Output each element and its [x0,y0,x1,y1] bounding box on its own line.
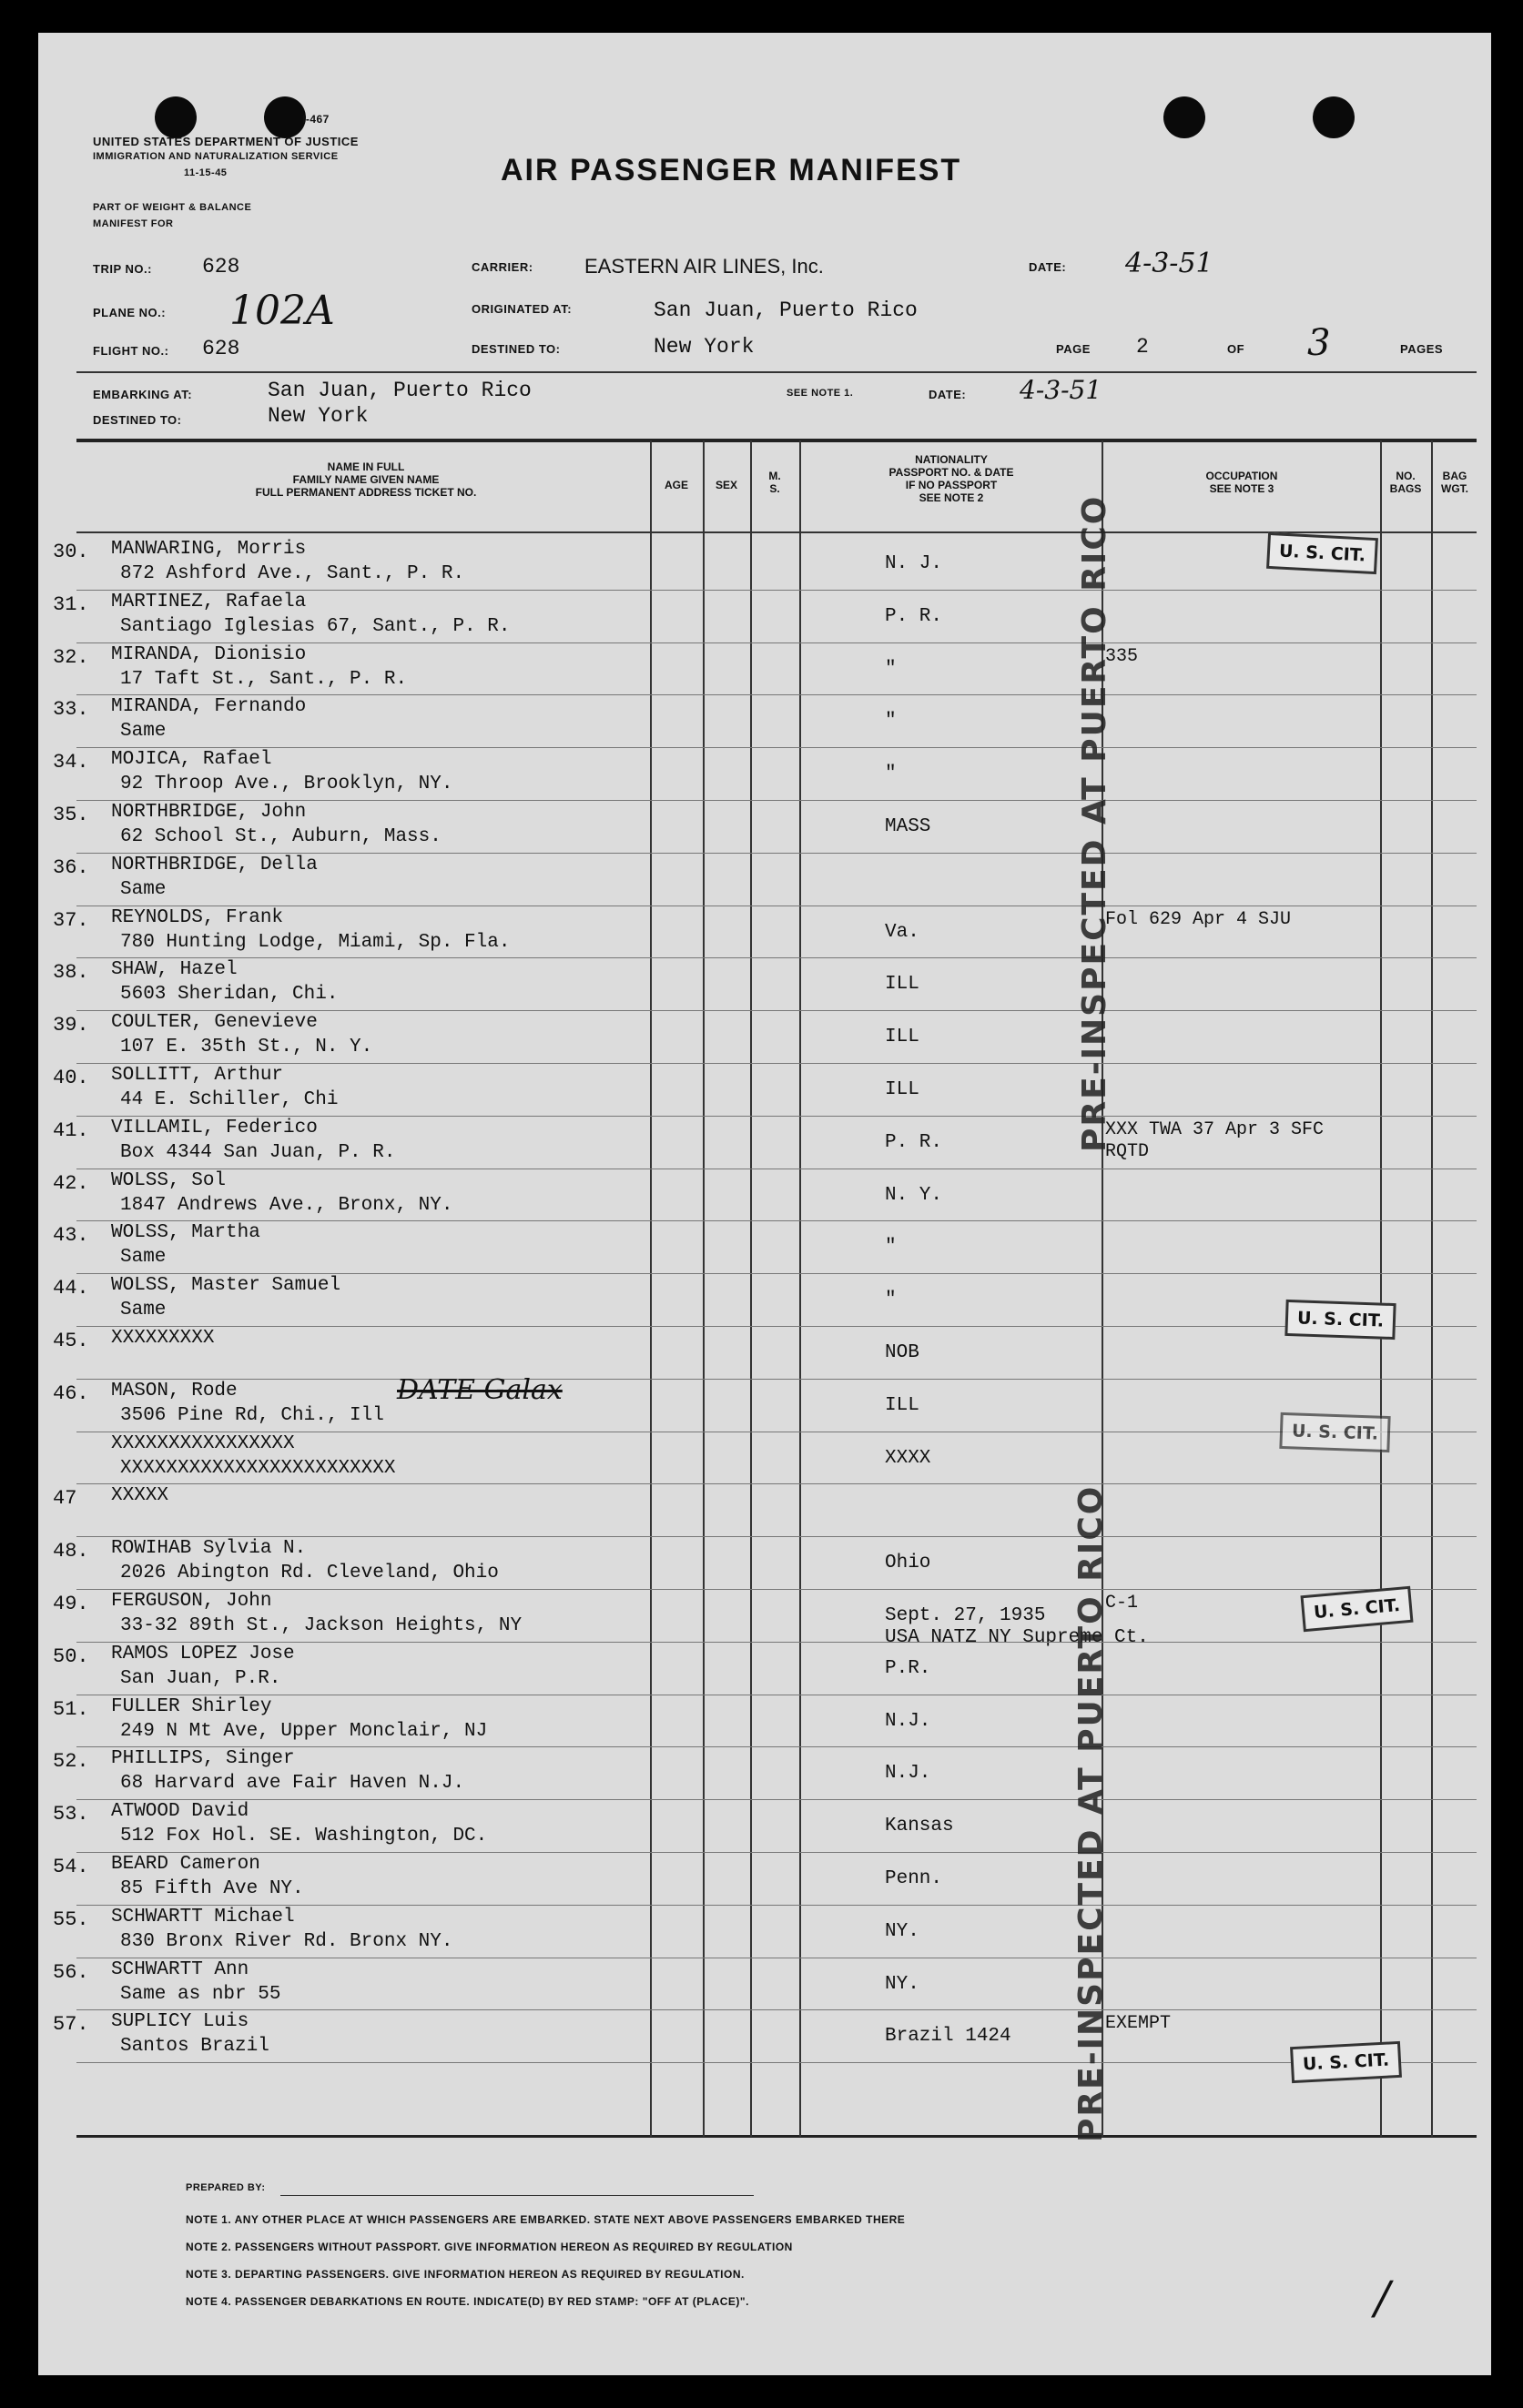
passenger-name: MIRANDA, Fernando [111,696,307,718]
passenger-address: 5603 Sheridan, Chi. [120,984,339,1006]
row-rule [76,1063,1477,1064]
passenger-name: SCHWARTT Michael [111,1906,295,1927]
date-label: DATE: [1029,260,1067,274]
passenger-address: 68 Harvard ave Fair Haven N.J. [120,1773,465,1795]
passenger-address: 44 E. Schiller, Chi [120,1089,339,1110]
passenger-address: 872 Ashford Ave., Sant., P. R. [120,563,465,584]
passenger-address: Box 4344 San Juan, P. R. [120,1141,396,1163]
passenger-occupation: EXEMPT [1105,2013,1172,2035]
passenger-nationality: ILL [885,1394,919,1416]
passenger-name: SHAW, Hazel [111,959,238,981]
row-rule [76,747,1477,748]
passenger-name: FERGUSON, John [111,1591,272,1612]
passenger-nationality: P. R. [885,1131,943,1153]
passenger-address: Same as nbr 55 [120,1983,281,2005]
row-number: 45. [53,1330,89,1352]
passenger-nationality: Ohio [885,1553,931,1574]
passenger-nationality: ILL [885,1027,919,1048]
passenger-address: Santos Brazil [120,2036,269,2058]
row-rule [76,694,1477,695]
destined-label: DESTINED TO: [472,342,561,356]
passenger-name: RAMOS LOPEZ Jose [111,1643,295,1664]
row-rule [76,1905,1477,1906]
row-rule [76,957,1477,958]
row-number: 40. [53,1067,89,1089]
date-value: 4-3-51 [1125,248,1213,279]
row-number: 46. [53,1381,89,1405]
passenger-occupation: 335 [1105,645,1139,667]
row-number: 32. [53,645,89,669]
passenger-name: ROWIHAB Sylvia N. [111,1538,307,1560]
row-rule [76,590,1477,591]
passenger-name: SOLLITT, Arthur [111,1065,284,1086]
passenger-nationality: NOB [885,1342,919,1363]
passenger-address: 512 Fox Hol. SE. Washington, DC. [120,1826,488,1847]
passenger-nationality: N.J. [885,1763,931,1785]
us-cit-stamp: U. S. CIT. [1279,1412,1390,1452]
passenger-address: 780 Hunting Lodge, Miami, Sp. Fla. [120,931,511,953]
row-rule [76,1116,1477,1117]
row-rule [76,2009,1477,2010]
col-header-bags: NO. BAGS [1389,470,1422,495]
table-header-rule [76,531,1477,533]
passenger-nationality: " [885,658,897,680]
passenger-name: WOLSS, Sol [111,1169,227,1191]
row-number: 43. [53,1224,89,1248]
row-rule [76,1326,1477,1327]
punch-hole-icon [155,96,197,138]
us-cit-stamp: U. S. CIT. [1284,1300,1396,1340]
passenger-nationality: Kansas [885,1816,954,1837]
passenger-nationality: N. J. [885,553,943,574]
row-number: 33. [53,698,89,722]
passenger-address: Same [120,878,167,900]
flight-value: 628 [202,337,240,360]
row-number: 55. [53,1907,89,1931]
page-value: 2 [1136,335,1149,359]
manifest-title: AIR PASSENGER MANIFEST [501,153,962,187]
agency-line2: IMMIGRATION AND NATURALIZATION SERVICE [93,151,339,162]
col-header-age: AGE [664,479,688,491]
row-rule [76,1589,1477,1590]
manifest-sheet [38,33,1491,2375]
destined2-value: New York [268,404,369,428]
passenger-address: 2026 Abington Rd. Cleveland, Ohio [120,1563,499,1584]
row-number: 56. [53,1960,89,1984]
row-number: 41. [53,1118,89,1142]
trip-label: TRIP NO.: [93,262,152,276]
passenger-nationality: ILL [885,974,919,996]
passenger-occupation: Fol 629 Apr 4 SJU [1105,908,1292,930]
passenger-address: 62 School St., Auburn, Mass. [120,826,442,847]
note-3: NOTE 3. DEPARTING PASSENGERS. GIVE INFORMATION HEREON AS REQUIRED BY REGULATION. [186,2268,745,2281]
passenger-nationality: " [885,711,897,733]
row-number: 57. [53,2013,89,2037]
row-rule [76,1273,1477,1274]
col-header-occupation: OCCUPATION SEE NOTE 3 [1205,470,1278,495]
us-cit-stamp: U. S. CIT. [1300,1586,1413,1632]
passenger-name: MOJICA, Rafael [111,749,272,771]
trip-value: 628 [202,255,240,278]
passenger-address: 17 Taft St., Sant., P. R. [120,668,408,690]
passenger-address: 1847 Andrews Ave., Bronx, NY. [120,1194,453,1216]
punch-hole-icon [1163,96,1205,138]
form-number: I-467 [302,113,330,126]
passenger-nationality: " [885,1290,897,1311]
passenger-name: NORTHBRIDGE, Della [111,854,318,875]
passenger-address: Same [120,721,167,743]
date2-value: 4-3-51 [1020,375,1102,405]
row-number: 54. [53,1856,89,1878]
part-of-line1: PART OF WEIGHT & BALANCE [93,202,252,213]
passenger-name: NORTHBRIDGE, John [111,802,307,823]
row-number: 52. [53,1750,89,1774]
table-top-rule [76,439,1477,442]
form-date: 11-15-45 [184,167,228,178]
passenger-name: SCHWARTT Ann [111,1958,249,1980]
passenger-name: VILLAMIL, Federico [111,1117,318,1138]
passenger-address: 33-32 89th St., Jackson Heights, NY [120,1615,523,1636]
passenger-nationality: N. Y. [885,1184,943,1206]
row-rule [76,853,1477,854]
pre-inspected-stamp: PRE-INSPECTED AT PUERTO RICO [1076,494,1113,1152]
passenger-address: San Juan, P.R. [120,1667,281,1689]
row-rule [76,642,1477,643]
passenger-address: 107 E. 35th St., N. Y. [120,1037,373,1058]
prepared-by-label: PREPARED BY: [186,2182,266,2193]
date2-label: DATE: [929,388,967,401]
us-cit-stamp: U. S. CIT. [1290,2041,1402,2083]
pages-label: PAGES [1400,342,1444,356]
passenger-nationality: XXXX [885,1447,931,1469]
row-number: 49. [53,1593,89,1615]
passenger-nationality: P.R. [885,1657,931,1679]
passenger-nationality: Sept. 27, 1935 USA NATZ NY Supreme Ct. [885,1605,1149,1648]
crossed-out-entry: DATE Galax [397,1374,563,1406]
passenger-name: SUPLICY Luis [111,2011,249,2033]
passenger-nationality: MASS [885,816,931,837]
row-number: 50. [53,1644,89,1668]
us-cit-stamp: U. S. CIT. [1266,532,1378,574]
passenger-address: 249 N Mt Ave, Upper Monclair, NJ [120,1720,488,1742]
passenger-address: 3506 Pine Rd, Chi., Ill [120,1404,384,1426]
passenger-nationality: Penn. [885,1868,943,1889]
row-number: 53. [53,1803,89,1826]
embarking-label: EMBARKING AT: [93,388,193,401]
page-label: PAGE [1056,342,1091,356]
row-rule [76,1010,1477,1011]
originated-value: San Juan, Puerto Rico [654,298,918,322]
row-rule [76,1220,1477,1221]
passenger-nationality: N.J. [885,1710,931,1732]
passenger-nationality: ILL [885,1079,919,1100]
row-number: 38. [53,961,89,985]
passenger-occupation: XXX TWA 37 Apr 3 SFC RQTD [1105,1118,1325,1162]
note-1: NOTE 1. ANY OTHER PLACE AT WHICH PASSENGERS ARE EMBARKED. STATE NEXT ABOVE PASSENGERS EMBARKED THERE [186,2213,906,2226]
row-rule [76,2062,1477,2063]
row-rule [76,1746,1477,1747]
passenger-nationality: Va. [885,921,919,943]
row-number: 31. [53,592,89,616]
passenger-nationality: Brazil 1424 [885,2026,1011,2048]
passenger-name: MASON, Rode [111,1380,238,1401]
passenger-address: Santiago Iglesias 67, Sant., P. R. [120,615,511,637]
of-value: 3 [1307,322,1331,364]
passenger-name: MIRANDA, Dionisio [111,643,307,665]
passenger-address: 92 Throop Ave., Brooklyn, NY. [120,774,453,795]
col-header-sex: SEX [715,479,737,491]
see-note-label: SEE NOTE 1. [787,388,854,399]
passenger-name: FULLER Shirley [111,1695,272,1717]
row-number: 36. [53,855,89,879]
passenger-name: WOLSS, Master Samuel [111,1275,341,1297]
passenger-nationality: NY. [885,1973,919,1995]
passenger-address: 85 Fifth Ave NY. [120,1878,304,1899]
plane-label: PLANE NO.: [93,306,167,319]
passenger-name: XXXXX [111,1485,169,1507]
embarking-value: San Juan, Puerto Rico [268,379,532,402]
note-4: NOTE 4. PASSENGER DEBARKATIONS EN ROUTE. INDICATE(D) BY RED STAMP: "OFF AT (PLACE)". [186,2295,749,2308]
pre-inspected-stamp-2: PRE-INSPECTED AT PUERTO RICO [1072,1484,1110,2142]
destined2-label: DESTINED TO: [93,413,182,427]
punch-hole-icon [264,96,306,138]
col-header-ms: M. S. [768,470,781,495]
row-rule [76,1852,1477,1853]
passenger-name: MANWARING, Morris [111,539,307,560]
passenger-name: MARTINEZ, Rafaela [111,591,307,612]
passenger-address: Same [120,1300,167,1321]
table-bottom-rule [76,2135,1477,2138]
passenger-nationality: " [885,1237,897,1259]
passenger-name: COULTER, Genevieve [111,1012,318,1034]
row-number: 37. [53,908,89,932]
passenger-name: WOLSS, Martha [111,1222,260,1244]
row-rule [76,1379,1477,1380]
passenger-name: BEARD Cameron [111,1854,260,1875]
passenger-nationality: NY. [885,1920,919,1942]
of-label: OF [1227,342,1245,356]
carrier-value: EASTERN AIR LINES, Inc. [584,255,824,278]
passenger-occupation: C-1 [1105,1593,1139,1614]
passenger-name: ATWOOD David [111,1801,249,1823]
row-number: 48. [53,1540,89,1563]
punch-hole-icon [1313,96,1355,138]
row-number: 47 [53,1487,77,1511]
passenger-name: XXXXXXXXX [111,1328,215,1349]
col-header-nationality: NATIONALITY PASSPORT NO. & DATE IF NO PASSPORT SEE NOTE 2 [888,453,1014,504]
passenger-address: XXXXXXXXXXXXXXXXXXXXXXXX [120,1457,396,1479]
row-number: 35. [53,804,89,826]
col-header-name: NAME IN FULL FAMILY NAME GIVEN NAME FULL PERMANENT ADDRESS TICKET NO. [255,460,477,499]
prepared-by-line [280,2195,754,2196]
row-number: 51. [53,1697,89,1721]
row-number: 44. [53,1277,89,1300]
passenger-name: PHILLIPS, Singer [111,1748,295,1770]
row-rule [76,1483,1477,1484]
part-of-line2: MANIFEST FOR [93,218,174,229]
passenger-address: Same [120,1247,167,1269]
destined-value: New York [654,335,755,359]
row-rule [76,1536,1477,1537]
passenger-name: REYNOLDS, Frank [111,906,284,928]
carrier-label: CARRIER: [472,260,533,274]
row-rule [76,1799,1477,1800]
col-header-bag-wgt: BAG WGT. [1441,470,1468,495]
row-rule [76,1642,1477,1643]
row-number: 42. [53,1171,89,1195]
passenger-name: XXXXXXXXXXXXXXXX [111,1432,295,1454]
handwritten-mark: / [1375,2271,1390,2324]
agency-line1: UNITED STATES DEPARTMENT OF JUSTICE [93,135,359,148]
passenger-address: 830 Bronx River Rd. Bronx NY. [120,1930,453,1952]
passenger-nationality: " [885,764,897,785]
originated-label: ORIGINATED AT: [472,302,573,316]
passenger-nationality: P. R. [885,605,943,627]
note-2: NOTE 2. PASSENGERS WITHOUT PASSPORT. GIVE INFORMATION HEREON AS REQUIRED BY REGULATION [186,2241,793,2253]
row-number: 30. [53,541,89,563]
divider [76,371,1477,373]
row-number: 39. [53,1014,89,1037]
plane-value: 102A [229,288,335,334]
row-rule [76,800,1477,801]
row-number: 34. [53,751,89,774]
flight-label: FLIGHT NO.: [93,344,169,358]
